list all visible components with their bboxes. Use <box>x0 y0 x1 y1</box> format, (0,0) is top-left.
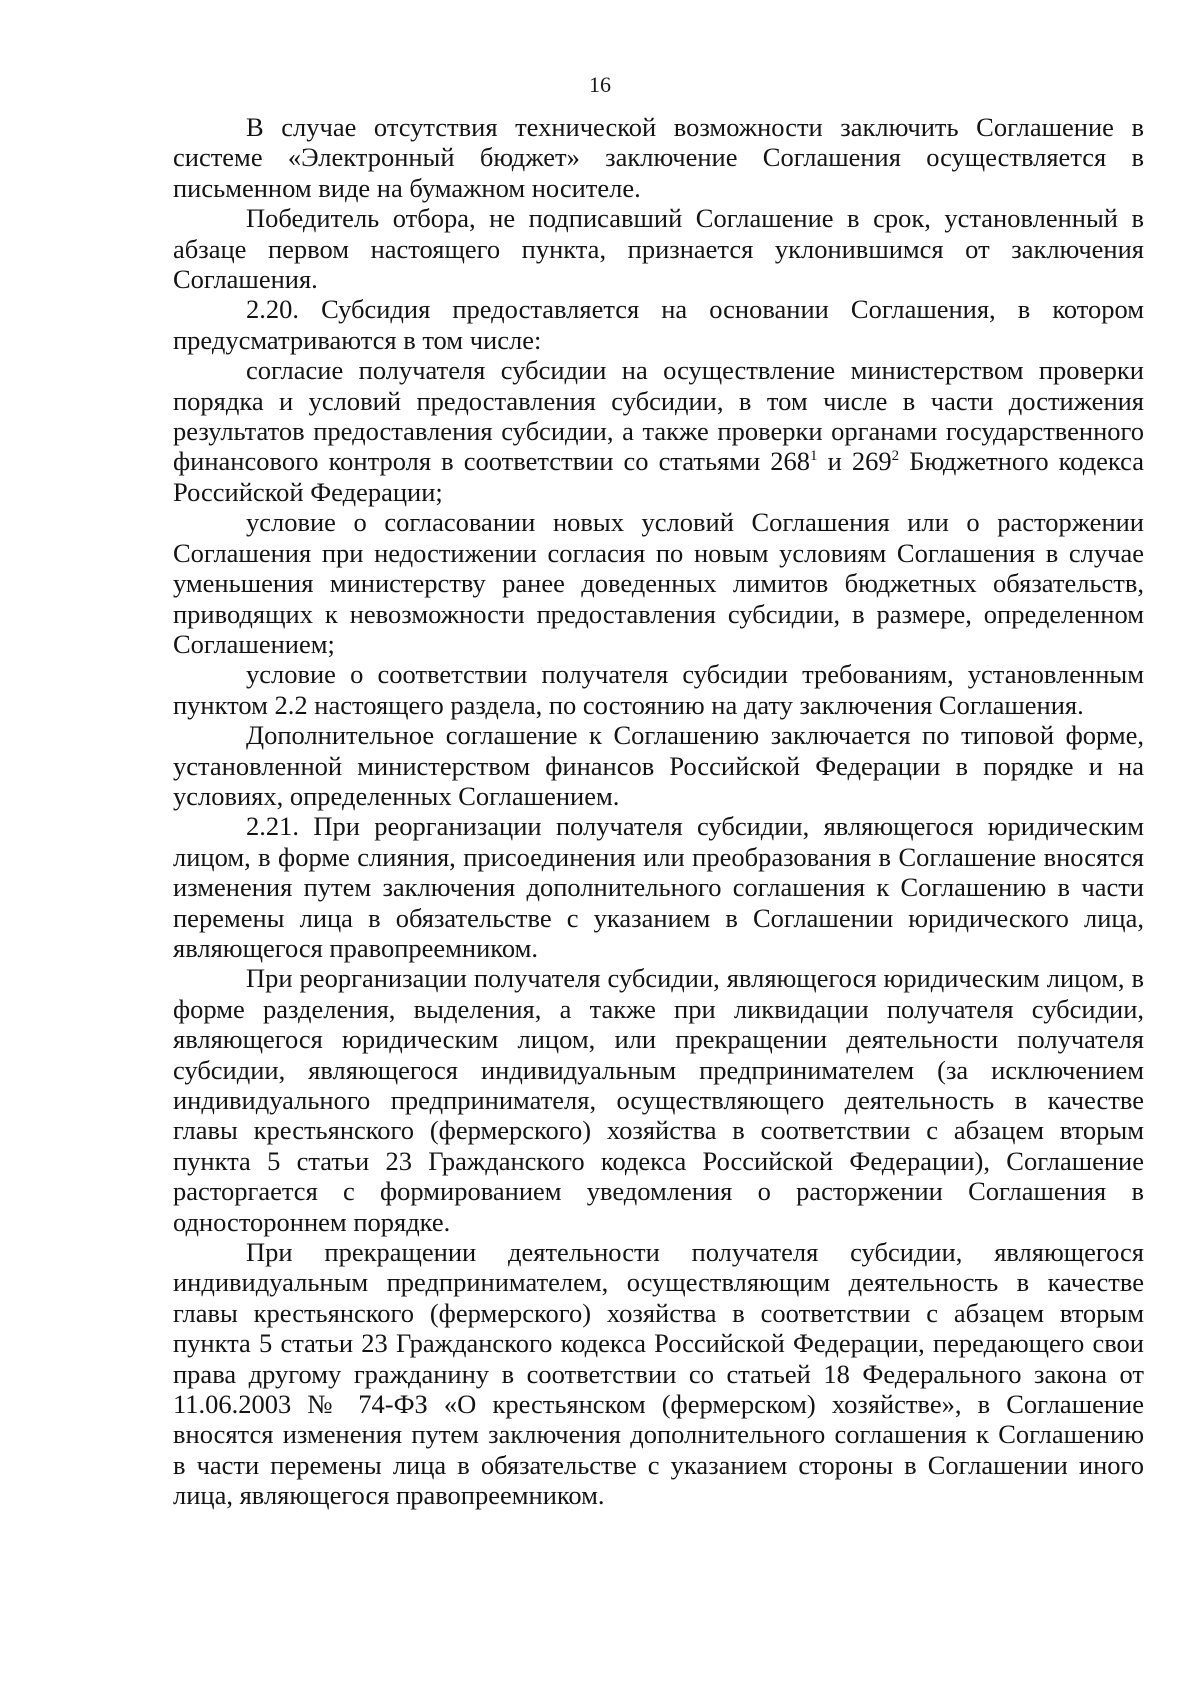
superscript-268: 1 <box>810 448 818 465</box>
document-body <box>173 112 1144 1511</box>
paragraph-winner-not-signed: Победитель отбора, не подписавший Соглашение в срок, установленный в абзаце первом настоящего пункта, признается уклонившимся от заключения Соглашения. <box>173 203 1144 295</box>
superscript-269: 2 <box>891 448 900 465</box>
consent-text-part-2: и 269 <box>817 446 892 477</box>
paragraph-2-20: 2.20. Субсидия предоставляется на основании Соглашения, в котором предусматриваются в том числе: <box>173 294 1144 355</box>
page-number: 16 <box>589 72 611 97</box>
paragraph-new-conditions: условие о согласовании новых условий Соглашения или о расторжении Соглашения при недостижении согласия по новым условиям Соглашения в случае уменьшения министерству ранее доведенных лимитов бюджетных обязательств, приводящих к невозможности предоставления субсидии, в размере, определенном Соглашением; <box>173 507 1144 659</box>
consent-text-part-1: согласие получателя субсидии на осуществление министерством проверки порядка и условий предоставления субсидии, в том числе в части достижения результатов предоставления субсидии, а также проверки органами государственного финансового контроля в соответствии со статьями 268 <box>173 355 1144 477</box>
paragraph-additional-agreement: Дополнительное соглашение к Соглашению заключается по типовой форме, установленной министерством финансов Российской Федерации в порядке и на условиях, определенных Соглашением. <box>173 720 1144 811</box>
paragraph-compliance: условие о соответствии получателя субсидии требованиям, установленным пунктом 2.2 настоящего раздела, по состоянию на дату заключения Соглашения. <box>173 659 1144 720</box>
paragraph-consent-checks <box>173 355 1144 507</box>
paragraph-termination: При прекращении деятельности получателя субсидии, являющегося индивидуальным предпринимателем, осуществляющим деятельность в качестве главы крестьянского (фермерского) хозяйства в соответствии с абзацем вторым пункта 5 статьи 23 Гражданского кодекса Российской Федерации, передающего свои права другому гражданину в соответствии со статьей 18 Федерального закона от 11.06.2003 № 74-ФЗ «О крестьянском (фермерском) хозяйстве», в Соглашение вносятся изменения путем заключения дополнительного соглашения к Соглашению в части перемены лица в обязательстве с указанием стороны в Соглашении иного лица, являющегося правопреемником. <box>173 1237 1144 1511</box>
paragraph-reorganization: При реорганизации получателя субсидии, являющегося юридическим лицом, в форме разделения, выделения, а также при ликвидации получателя субсидии, являющегося юридическим лицом, или прекращении деятельности получателя субсидии, являющегося индивидуальным предпринимателем (за исключением индивидуального предпринимателя, осуществляющего деятельность в качестве главы крестьянского (фермерского) хозяйства в соответствии с абзацем вторым пункта 5 статьи 23 Гражданского кодекса Российской Федерации), Соглашение расторгается с формированием уведомления о расторжении Соглашения в одностороннем порядке. <box>173 963 1144 1237</box>
paragraph-no-tech-possibility: В случае отсутствия технической возможности заключить Соглашение в системе «Электронный бюджет» заключение Соглашения осуществляется в письменном виде на бумажном носителе. <box>173 112 1144 203</box>
paragraph-2-21: 2.21. При реорганизации получателя субсидии, являющегося юридическим лицом, в форме слияния, присоединения или преобразования в Соглашение вносятся изменения путем заключения дополнительного соглашения к Соглашению в части перемены лица в обязательстве с указанием в Соглашении юридического лица, являющегося правопреемником. <box>173 811 1144 963</box>
consent-text-part-3: Бюджетного кодекса Российской Федерации; <box>173 446 1144 507</box>
